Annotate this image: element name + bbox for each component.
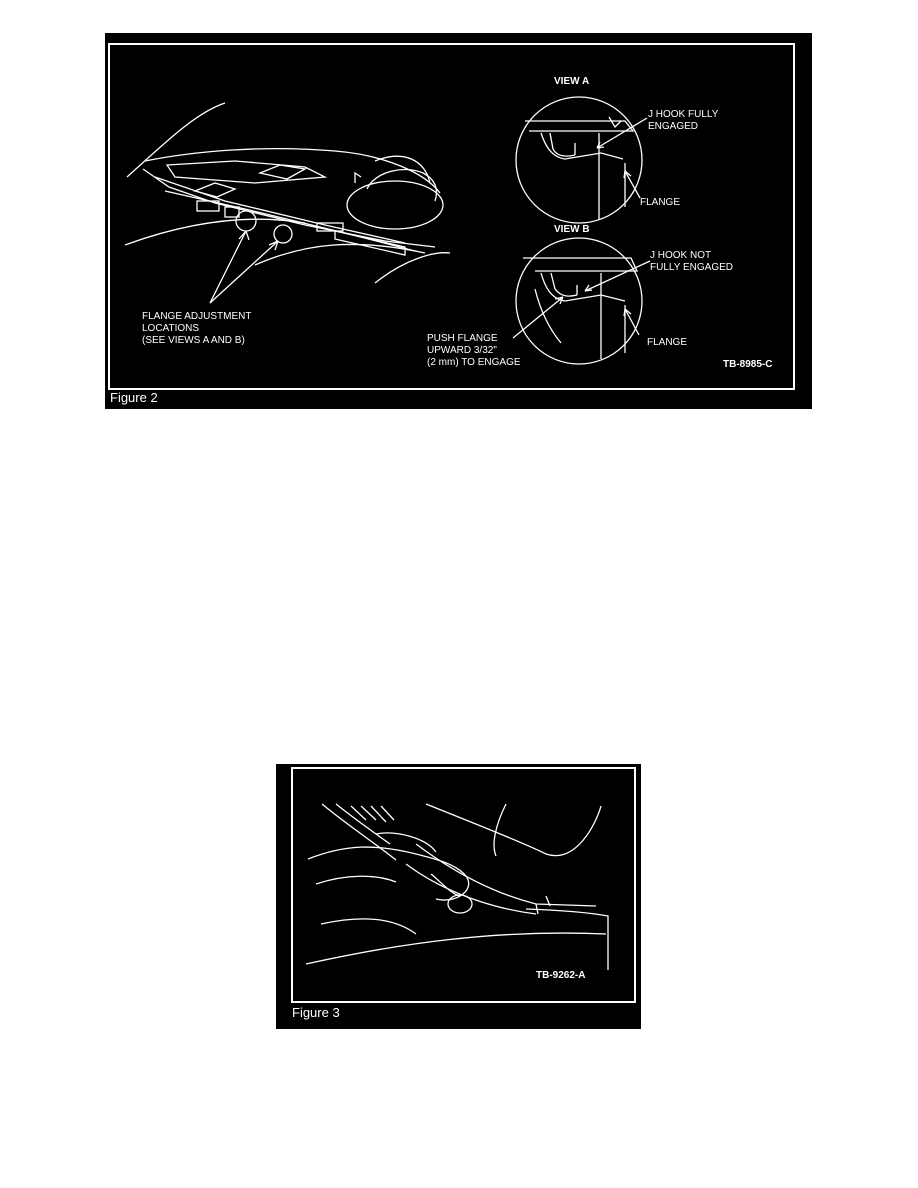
figure-2-code: TB-8985-C <box>723 359 773 370</box>
figure-2-caption: Figure 2 <box>110 390 158 405</box>
push-flange-label-line2: UPWARD 3/32" <box>427 345 497 356</box>
view-b-title: VIEW B <box>554 224 590 235</box>
figure-3-code: TB-9262-A <box>536 970 586 981</box>
view-a-hook-label-line2: ENGAGED <box>648 121 699 132</box>
view-b-hook-label-line2: FULLY ENGAGED <box>650 262 733 273</box>
flange-adjustment-label-line2: LOCATIONS <box>142 323 200 334</box>
figure-2 <box>105 33 812 409</box>
view-a-hook-label-line1: J HOOK FULLY <box>648 109 719 120</box>
view-a-title: VIEW A <box>554 76 590 87</box>
figure-3 <box>276 764 641 1029</box>
push-flange-label-line1: PUSH FLANGE <box>427 333 498 344</box>
view-b-hook-label-line1: J HOOK NOT <box>650 250 712 261</box>
view-b-flange-label: FLANGE <box>647 337 688 348</box>
flange-adjustment-label-line1: FLANGE ADJUSTMENT <box>142 311 252 322</box>
push-flange-label-line3: (2 mm) TO ENGAGE <box>427 357 521 368</box>
figure-3-caption: Figure 3 <box>292 1005 340 1020</box>
figure-3-illustration <box>276 764 641 1029</box>
view-a-flange-label: FLANGE <box>640 197 681 208</box>
flange-adjustment-label-line3: (SEE VIEWS A AND B) <box>142 335 245 346</box>
